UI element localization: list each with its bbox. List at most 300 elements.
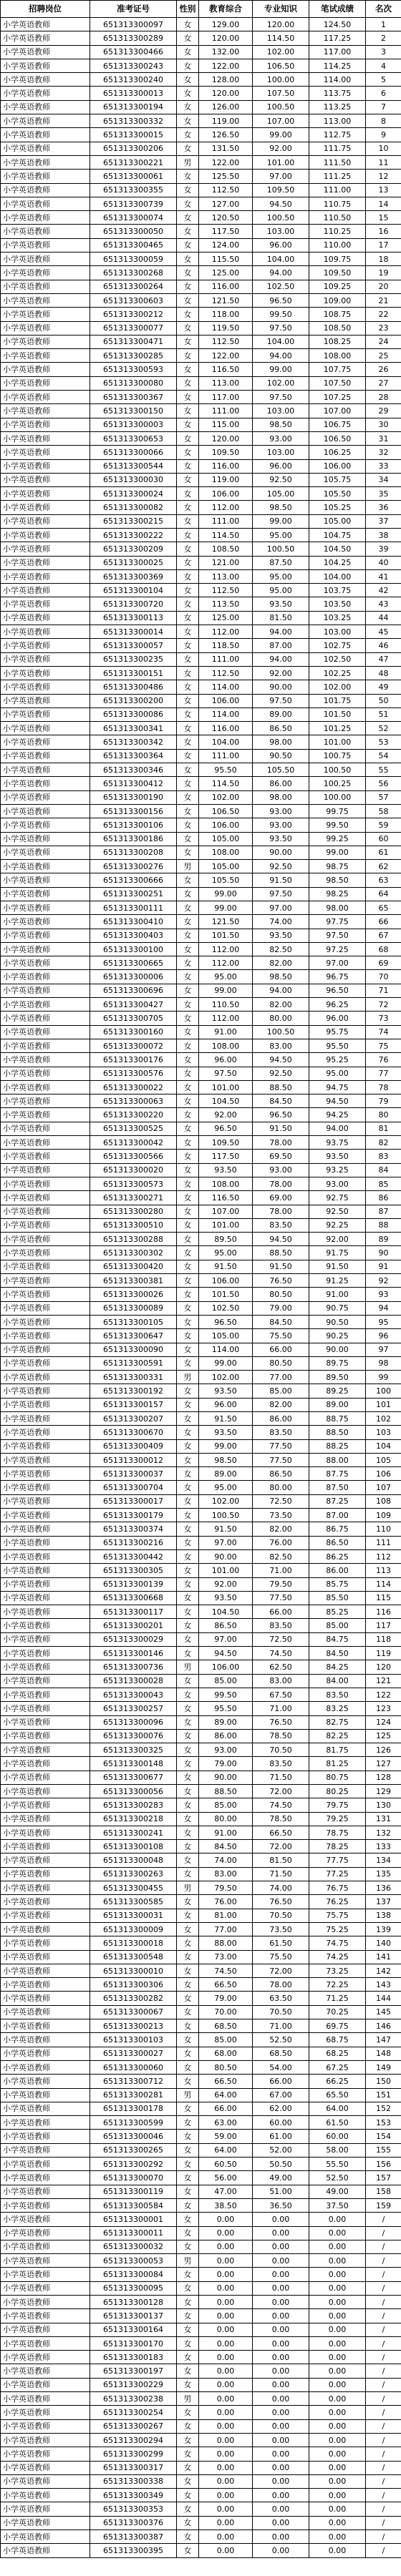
cell-written-score: 49.00 <box>309 2185 366 2198</box>
cell-position: 小学英语教师 <box>1 1909 90 1922</box>
cell-education-score: 116.00 <box>199 459 253 473</box>
table-row <box>1 501 401 514</box>
cell-professional-score: 103.00 <box>253 225 309 238</box>
cell-written-score: 101.25 <box>309 722 366 735</box>
cell-rank: 39 <box>366 542 401 556</box>
cell-professional-score: 78.50 <box>253 1729 309 1743</box>
cell-exam-id: 651313300095 <box>90 2281 177 2295</box>
table-row <box>1 1371 401 1384</box>
table-row <box>1 1439 401 1453</box>
cell-education-score: 114.00 <box>199 680 253 694</box>
cell-exam-id: 651313300410 <box>90 915 177 929</box>
cell-position: 小学英语教师 <box>1 1605 90 1619</box>
table-row <box>1 1481 401 1494</box>
cell-exam-id: 651313300156 <box>90 804 177 818</box>
cell-position: 小学英语教师 <box>1 1288 90 1301</box>
cell-exam-id: 651313300409 <box>90 1439 177 1453</box>
table-row <box>1 197 401 210</box>
cell-exam-id: 651313300010 <box>90 1964 177 1977</box>
table-row <box>1 1549 401 1563</box>
cell-professional-score: 96.00 <box>253 459 309 473</box>
table-row <box>1 1411 401 1425</box>
cell-education-score: 106.50 <box>199 804 253 818</box>
cell-professional-score: 77.50 <box>253 1439 309 1453</box>
cell-exam-id: 651313300037 <box>90 1467 177 1481</box>
table-row <box>1 666 401 680</box>
cell-written-score: 0.00 <box>309 2447 366 2461</box>
cell-exam-id: 651313300264 <box>90 280 177 293</box>
table-row <box>1 308 401 321</box>
cell-position: 小学英语教师 <box>1 459 90 473</box>
cell-education-score: 122.00 <box>199 155 253 169</box>
cell-rank: 112 <box>366 1549 401 1563</box>
cell-education-score: 102.00 <box>199 1371 253 1384</box>
cell-gender: 女 <box>177 790 199 804</box>
cell-professional-score: 98.50 <box>253 418 309 431</box>
table-row <box>1 1315 401 1328</box>
table-row <box>1 1288 401 1301</box>
cell-exam-id: 651313300170 <box>90 2336 177 2350</box>
cell-gender: 女 <box>177 1909 199 1922</box>
cell-professional-score: 97.50 <box>253 887 309 901</box>
cell-gender: 女 <box>177 1964 199 1977</box>
cell-rank: / <box>366 2544 401 2557</box>
cell-position: 小学英语教师 <box>1 887 90 901</box>
cell-exam-id: 651313300206 <box>90 142 177 155</box>
table-row <box>1 1136 401 1150</box>
cell-position: 小学英语教师 <box>1 514 90 528</box>
cell-written-score: 0.00 <box>309 2544 366 2557</box>
cell-written-score: 109.00 <box>309 293 366 307</box>
cell-professional-score: 104.00 <box>253 335 309 348</box>
cell-exam-id: 651313300395 <box>90 2544 177 2557</box>
cell-written-score: 110.75 <box>309 197 366 210</box>
cell-exam-id: 651313300022 <box>90 1080 177 1094</box>
cell-exam-id: 651313300080 <box>90 376 177 390</box>
cell-written-score: 84.00 <box>309 1674 366 1688</box>
cell-education-score: 66.50 <box>199 2075 253 2088</box>
cell-written-score: 0.00 <box>309 2226 366 2240</box>
table-row <box>1 1992 401 2005</box>
cell-education-score: 84.50 <box>199 1840 253 1853</box>
cell-written-score: 106.75 <box>309 418 366 431</box>
cell-gender: 女 <box>177 431 199 445</box>
cell-education-score: 95.00 <box>199 970 253 984</box>
cell-position: 小学英语教师 <box>1 2530 90 2544</box>
cell-gender: 男 <box>177 2392 199 2406</box>
cell-education-score: 105.00 <box>199 860 253 873</box>
cell-professional-score: 114.50 <box>253 31 309 45</box>
cell-education-score: 116.00 <box>199 722 253 735</box>
cell-professional-score: 94.50 <box>253 1053 309 1067</box>
cell-position: 小学英语教师 <box>1 1163 90 1177</box>
cell-position: 小学英语教师 <box>1 818 90 832</box>
cell-position: 小学英语教师 <box>1 1080 90 1094</box>
cell-position: 小学英语教师 <box>1 1577 90 1591</box>
cell-education-score: 106.00 <box>199 694 253 707</box>
cell-professional-score: 80.00 <box>253 1481 309 1494</box>
cell-exam-id: 651313300150 <box>90 404 177 418</box>
cell-gender: 女 <box>177 1895 199 1909</box>
cell-gender: 女 <box>177 253 199 266</box>
cell-written-score: 76.75 <box>309 1881 366 1895</box>
cell-professional-score: 78.00 <box>253 1177 309 1190</box>
cell-written-score: 90.25 <box>309 1329 366 1343</box>
cell-rank: 48 <box>366 666 401 680</box>
cell-position: 小学英语教师 <box>1 2075 90 2088</box>
cell-exam-id: 651313300018 <box>90 1936 177 1950</box>
cell-rank: 126 <box>366 1743 401 1757</box>
cell-written-score: 92.75 <box>309 1191 366 1205</box>
table-row <box>1 929 401 942</box>
cell-exam-id: 651313300222 <box>90 528 177 542</box>
table-row <box>1 2143 401 2157</box>
cell-gender: 男 <box>177 155 199 169</box>
cell-written-score: 58.00 <box>309 2143 366 2157</box>
cell-written-score: 106.00 <box>309 459 366 473</box>
cell-professional-score: 102.00 <box>253 376 309 390</box>
cell-rank: 130 <box>366 1798 401 1812</box>
cell-exam-id: 651313300305 <box>90 1564 177 1577</box>
cell-rank: 53 <box>366 735 401 749</box>
cell-position: 小学英语教师 <box>1 680 90 694</box>
cell-exam-id: 651313300584 <box>90 2198 177 2212</box>
cell-professional-score: 96.50 <box>253 293 309 307</box>
cell-professional-score: 0.00 <box>253 2213 309 2226</box>
table-row <box>1 2295 401 2308</box>
table-row <box>1 391 401 404</box>
cell-professional-score: 62.00 <box>253 2102 309 2115</box>
cell-gender: 女 <box>177 2378 199 2391</box>
cell-written-score: 65.50 <box>309 2088 366 2102</box>
cell-professional-score: 105.00 <box>253 487 309 501</box>
cell-rank: 80 <box>366 1108 401 1122</box>
table-row <box>1 1177 401 1190</box>
cell-position: 小学英语教师 <box>1 1343 90 1356</box>
cell-professional-score: 102.50 <box>253 280 309 293</box>
table-row <box>1 1384 401 1398</box>
cell-exam-id: 651313300374 <box>90 1522 177 1536</box>
cell-written-score: 72.25 <box>309 1978 366 1992</box>
table-row <box>1 1729 401 1743</box>
cell-education-score: 79.00 <box>199 1757 253 1771</box>
cell-gender: 女 <box>177 1826 199 1839</box>
cell-education-score: 107.00 <box>199 1205 253 1218</box>
cell-rank: 113 <box>366 1564 401 1577</box>
cell-exam-id: 651313300670 <box>90 1426 177 1439</box>
table-row <box>1 1757 401 1771</box>
cell-position: 小学英语教师 <box>1 1246 90 1260</box>
cell-exam-id: 651313300238 <box>90 2392 177 2406</box>
cell-gender: 女 <box>177 666 199 680</box>
cell-exam-id: 651313300097 <box>90 18 177 31</box>
cell-written-score: 85.75 <box>309 1577 366 1591</box>
cell-education-score: 38.50 <box>199 2198 253 2212</box>
cell-written-score: 0.00 <box>309 2323 366 2336</box>
table-row <box>1 887 401 901</box>
cell-education-score: 101.50 <box>199 1288 253 1301</box>
cell-education-score: 96.00 <box>199 1398 253 1411</box>
cell-exam-id: 651313300576 <box>90 1067 177 1080</box>
cell-exam-id: 651313300066 <box>90 446 177 459</box>
cell-education-score: 89.50 <box>199 1233 253 1246</box>
table-row <box>1 2544 401 2557</box>
cell-rank: / <box>366 2281 401 2295</box>
cell-written-score: 96.75 <box>309 970 366 984</box>
cell-written-score: 111.00 <box>309 183 366 197</box>
cell-gender: 女 <box>177 1950 199 1964</box>
cell-professional-score: 70.50 <box>253 1743 309 1757</box>
cell-gender: 女 <box>177 2406 199 2419</box>
table-row <box>1 2309 401 2323</box>
cell-professional-score: 94.00 <box>253 625 309 639</box>
cell-written-score: 95.25 <box>309 1053 366 1067</box>
cell-rank: 49 <box>366 680 401 694</box>
cell-gender: 女 <box>177 501 199 514</box>
cell-exam-id: 651313300056 <box>90 1785 177 1798</box>
cell-written-score: 94.50 <box>309 1094 366 1108</box>
cell-written-score: 106.25 <box>309 446 366 459</box>
cell-written-score: 107.25 <box>309 391 366 404</box>
cell-written-score: 90.50 <box>309 1315 366 1328</box>
cell-position: 小学英语教师 <box>1 1494 90 1508</box>
cell-professional-score: 87.00 <box>253 639 309 652</box>
cell-education-score: 112.50 <box>199 183 253 197</box>
cell-gender: 女 <box>177 2060 199 2074</box>
cell-gender: 女 <box>177 597 199 611</box>
table-row <box>1 584 401 597</box>
table-row <box>1 1012 401 1025</box>
table-row <box>1 1509 401 1522</box>
cell-rank: 18 <box>366 253 401 266</box>
cell-exam-id: 651313300668 <box>90 1591 177 1605</box>
table-row <box>1 1840 401 1853</box>
cell-written-score: 88.75 <box>309 1411 366 1425</box>
cell-education-score: 76.00 <box>199 1895 253 1909</box>
cell-professional-score: 0.00 <box>253 2419 309 2433</box>
cell-exam-id: 651313300712 <box>90 2075 177 2088</box>
cell-education-score: 91.50 <box>199 1522 253 1536</box>
cell-education-score: 96.00 <box>199 1053 253 1067</box>
cell-gender: 女 <box>177 1384 199 1398</box>
cell-exam-id: 651313300179 <box>90 1509 177 1522</box>
table-row <box>1 128 401 142</box>
cell-written-score: 108.75 <box>309 308 366 321</box>
cell-position: 小学英语教师 <box>1 2406 90 2419</box>
table-row <box>1 569 401 583</box>
cell-professional-score: 69.50 <box>253 1150 309 1163</box>
cell-professional-score: 68.50 <box>253 2047 309 2060</box>
table-row <box>1 1743 401 1757</box>
cell-education-score: 56.00 <box>199 2171 253 2185</box>
table-row <box>1 1536 401 1549</box>
cell-gender: 女 <box>177 639 199 652</box>
cell-exam-id: 651313300525 <box>90 1122 177 1135</box>
cell-position: 小学英语教师 <box>1 1177 90 1190</box>
cell-written-score: 98.00 <box>309 901 366 915</box>
cell-written-score: 67.25 <box>309 2060 366 2074</box>
cell-gender: 女 <box>177 2281 199 2295</box>
cell-written-score: 91.00 <box>309 1288 366 1301</box>
cell-exam-id: 651313300342 <box>90 735 177 749</box>
cell-professional-score: 107.00 <box>253 114 309 128</box>
cell-professional-score: 100.00 <box>253 73 309 87</box>
cell-written-score: 0.00 <box>309 2364 366 2378</box>
table-row <box>1 1163 401 1177</box>
cell-exam-id: 651313300059 <box>90 253 177 266</box>
cell-rank: 82 <box>366 1136 401 1150</box>
cell-written-score: 104.75 <box>309 528 366 542</box>
cell-exam-id: 651313300046 <box>90 2130 177 2143</box>
cell-professional-score: 74.00 <box>253 915 309 929</box>
cell-professional-score: 93.00 <box>253 804 309 818</box>
cell-gender: 女 <box>177 473 199 486</box>
cell-exam-id: 651313300060 <box>90 2060 177 2074</box>
cell-exam-id: 651313300285 <box>90 349 177 363</box>
cell-professional-score: 0.00 <box>253 2295 309 2308</box>
cell-professional-score: 86.50 <box>253 1467 309 1481</box>
cell-position: 小学英语教师 <box>1 1564 90 1577</box>
cell-exam-id: 651313300381 <box>90 1274 177 1288</box>
table-row <box>1 860 401 873</box>
cell-gender: 女 <box>177 804 199 818</box>
cell-professional-score: 99.00 <box>253 363 309 376</box>
cell-rank: 92 <box>366 1274 401 1288</box>
cell-rank: 143 <box>366 1978 401 1992</box>
cell-rank: / <box>366 2226 401 2240</box>
cell-gender: 女 <box>177 87 199 100</box>
cell-gender: 女 <box>177 1301 199 1315</box>
table-row <box>1 1895 401 1909</box>
cell-written-score: 114.00 <box>309 73 366 87</box>
table-row <box>1 1343 401 1356</box>
cell-gender: 女 <box>177 183 199 197</box>
cell-education-score: 0.00 <box>199 2323 253 2336</box>
cell-professional-score: 82.00 <box>253 1398 309 1411</box>
cell-education-score: 101.50 <box>199 929 253 942</box>
cell-written-score: 88.50 <box>309 1426 366 1439</box>
cell-position: 小学英语教师 <box>1 391 90 404</box>
cell-exam-id: 651313300254 <box>90 2406 177 2419</box>
cell-education-score: 64.00 <box>199 2143 253 2157</box>
table-row <box>1 1025 401 1039</box>
cell-rank: 6 <box>366 87 401 100</box>
cell-professional-score: 78.00 <box>253 1978 309 1992</box>
cell-education-score: 97.00 <box>199 1632 253 1646</box>
cell-exam-id: 651313300151 <box>90 666 177 680</box>
cell-rank: 63 <box>366 873 401 887</box>
cell-education-score: 98.50 <box>199 1453 253 1466</box>
cell-rank: 75 <box>366 1039 401 1052</box>
cell-exam-id: 651313300280 <box>90 1205 177 1218</box>
cell-education-score: 102.00 <box>199 1494 253 1508</box>
cell-rank: 121 <box>366 1674 401 1688</box>
cell-exam-id: 651313300074 <box>90 211 177 225</box>
cell-exam-id: 651313300241 <box>90 1826 177 1839</box>
cell-exam-id: 651313300113 <box>90 611 177 625</box>
cell-written-score: 77.75 <box>309 1853 366 1867</box>
cell-exam-id: 651313300014 <box>90 625 177 639</box>
cell-rank: / <box>366 2295 401 2308</box>
cell-professional-score: 66.50 <box>253 1826 309 1839</box>
cell-education-score: 0.00 <box>199 2502 253 2516</box>
cell-position: 小学英语教师 <box>1 170 90 183</box>
cell-gender: 女 <box>177 1743 199 1757</box>
cell-professional-score: 71.50 <box>253 1867 309 1881</box>
cell-rank: 85 <box>366 1177 401 1190</box>
cell-gender: 女 <box>177 487 199 501</box>
cell-education-score: 116.00 <box>199 280 253 293</box>
cell-written-score: 75.25 <box>309 1922 366 1936</box>
cell-rank: 107 <box>366 1481 401 1494</box>
cell-gender: 女 <box>177 2323 199 2336</box>
cell-gender: 女 <box>177 1039 199 1052</box>
cell-professional-score: 88.50 <box>253 1246 309 1260</box>
cell-professional-score: 93.00 <box>253 431 309 445</box>
table-row <box>1 114 401 128</box>
cell-professional-score: 97.50 <box>253 694 309 707</box>
cell-gender: 女 <box>177 846 199 859</box>
cell-exam-id: 651313300220 <box>90 1108 177 1122</box>
cell-position: 小学英语教师 <box>1 2295 90 2308</box>
cell-rank: 35 <box>366 487 401 501</box>
cell-education-score: 74.50 <box>199 1964 253 1977</box>
cell-education-score: 90.00 <box>199 1771 253 1784</box>
cell-education-score: 108.00 <box>199 1039 253 1052</box>
cell-education-score: 85.00 <box>199 1674 253 1688</box>
cell-gender: 女 <box>177 1591 199 1605</box>
cell-rank: 22 <box>366 308 401 321</box>
cell-gender: 女 <box>177 1025 199 1039</box>
table-row <box>1 1494 401 1508</box>
cell-position: 小学英语教师 <box>1 2143 90 2157</box>
cell-rank: 43 <box>366 597 401 611</box>
cell-rank: 147 <box>366 2033 401 2047</box>
cell-exam-id: 651313300096 <box>90 1715 177 1729</box>
table-row <box>1 2047 401 2060</box>
table-row <box>1 652 401 666</box>
cell-professional-score: 0.00 <box>253 2406 309 2419</box>
cell-rank: 159 <box>366 2198 401 2212</box>
cell-exam-id: 651313300593 <box>90 363 177 376</box>
cell-professional-score: 0.00 <box>253 2336 309 2350</box>
cell-written-score: 101.50 <box>309 707 366 721</box>
cell-gender: 女 <box>177 45 199 59</box>
cell-gender: 女 <box>177 2130 199 2143</box>
cell-rank: 64 <box>366 887 401 901</box>
cell-position: 小学英语教师 <box>1 142 90 155</box>
table-row <box>1 873 401 887</box>
cell-exam-id: 651313300331 <box>90 1371 177 1384</box>
cell-position: 小学英语教师 <box>1 238 90 252</box>
table-row <box>1 2336 401 2350</box>
cell-exam-id: 651313300455 <box>90 1881 177 1895</box>
cell-exam-id: 651313300178 <box>90 2102 177 2115</box>
cell-position: 小学英语教师 <box>1 2268 90 2281</box>
cell-position: 小学英语教师 <box>1 1411 90 1425</box>
cell-gender: 女 <box>177 1853 199 1867</box>
cell-exam-id: 651313300157 <box>90 1398 177 1411</box>
cell-exam-id: 651313300013 <box>90 87 177 100</box>
cell-professional-score: 109.50 <box>253 183 309 197</box>
cell-position: 小学英语教师 <box>1 832 90 846</box>
cell-professional-score: 82.50 <box>253 942 309 956</box>
cell-rank: 47 <box>366 652 401 666</box>
table-row <box>1 2268 401 2281</box>
cell-gender: 女 <box>177 652 199 666</box>
cell-professional-score: 75.50 <box>253 1950 309 1964</box>
cell-professional-score: 67.00 <box>253 2088 309 2102</box>
